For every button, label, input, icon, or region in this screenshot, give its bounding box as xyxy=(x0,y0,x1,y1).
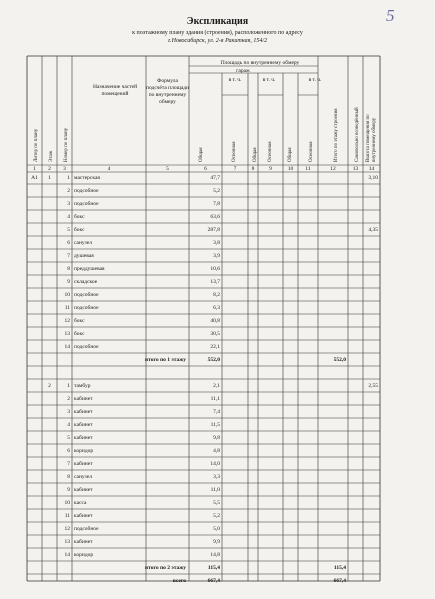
cell-room-no: 14 xyxy=(64,552,70,558)
cell-name: итого по 2 этажу xyxy=(144,565,186,571)
cell-room-no: 9 xyxy=(67,279,70,285)
cell-name: кабинет xyxy=(74,513,93,519)
cell-room-no: 14 xyxy=(64,344,70,350)
cell-height: 2,55 xyxy=(368,383,378,389)
header-formula: Формула подсчёта площади по внутреннему обмеру xyxy=(146,78,190,105)
cell-area: 3,3 xyxy=(213,474,220,480)
cell-area: 10,6 xyxy=(210,266,220,272)
header-main-1: Основная xyxy=(232,141,237,162)
cell-room-no: 4 xyxy=(67,422,70,428)
cell-area: 8,2 xyxy=(213,292,220,298)
cell-name: коридор xyxy=(74,448,94,454)
column-number: 5 xyxy=(166,166,169,172)
cell-area: 2,1 xyxy=(213,383,220,389)
header-main-2: Основная xyxy=(268,141,273,162)
header-total-3: Общая xyxy=(288,147,293,162)
cell-name: коридор xyxy=(74,552,94,558)
header-v-tch-1: в т. ч. xyxy=(228,77,242,83)
header-garage: гараж xyxy=(236,68,250,74)
cell-room-no: 6 xyxy=(67,240,70,246)
cell-area: 5,0 xyxy=(213,526,220,532)
cell-area: 9,8 xyxy=(213,435,220,441)
column-number: 1 xyxy=(33,166,36,172)
page-title: Экспликация xyxy=(186,16,249,27)
column-number: 13 xyxy=(352,166,359,172)
cell-name: кабинет xyxy=(74,435,93,441)
cell-room-no: 5 xyxy=(67,435,70,441)
cell-name: бокс xyxy=(74,331,85,337)
cell-area: 63,6 xyxy=(210,214,220,220)
cell-floor: 2 xyxy=(48,383,51,389)
column-number: 4 xyxy=(107,166,111,172)
cell-area: 14,8 xyxy=(210,552,220,558)
cell-area: 7,8 xyxy=(213,201,220,207)
cell-name: бокс xyxy=(74,214,85,220)
cell-area: 3,8 xyxy=(213,240,220,246)
page-subtitle: к поэтажному плану здания (строения), расположенного по адресу xyxy=(132,30,303,36)
cell-area: 9,9 xyxy=(213,539,220,545)
cell-name: подсобное xyxy=(74,344,99,350)
cell-name: мастерская xyxy=(74,175,100,181)
header-floor-total: Итого по этажу строения xyxy=(334,108,339,162)
cell-name: подсобное xyxy=(74,201,99,207)
cell-name: кабинет xyxy=(74,487,93,493)
cell-area: 287,8 xyxy=(207,227,220,233)
header-liter: Литер по плану xyxy=(34,128,39,162)
cell-height: 3,10 xyxy=(368,175,378,181)
cell-room-no: 8 xyxy=(67,474,70,480)
cell-room-no: 10 xyxy=(64,292,70,298)
cell-room-no: 1 xyxy=(67,383,70,389)
cell-name: санузел xyxy=(74,474,93,480)
column-number: 6 xyxy=(204,166,207,172)
column-number: 7 xyxy=(233,166,237,172)
cell-room-no: 10 xyxy=(64,500,70,506)
header-main-3: Основная xyxy=(309,141,314,162)
header-purpose: Назначение частей помещений xyxy=(92,84,138,97)
cell-name: складское xyxy=(74,279,98,285)
cell-room-no: 12 xyxy=(64,318,70,324)
cell-area: 11,1 xyxy=(210,396,220,402)
cell-area: 30,5 xyxy=(210,331,220,337)
cell-area: 11,5 xyxy=(210,422,220,428)
header-total-garage: Общая xyxy=(199,147,204,162)
cell-area: 5,2 xyxy=(213,513,220,519)
cell-height: 4,35 xyxy=(368,227,378,233)
cell-area: 552,0 xyxy=(207,357,220,363)
cell-area: 667,4 xyxy=(207,578,220,584)
cell-area: 7,4 xyxy=(213,409,220,415)
header-area-group: Площадь по внутреннему обмеру xyxy=(220,60,300,66)
header-v-tch-2: в т. ч. xyxy=(262,77,276,83)
cell-name: подсобное xyxy=(74,526,99,532)
cell-name: итого по 1 этажу xyxy=(144,357,186,363)
cell-area: 6,3 xyxy=(213,305,220,311)
column-number: 2 xyxy=(48,166,51,172)
cell-room-no: 9 xyxy=(67,487,70,493)
cell-name: подсобное xyxy=(74,305,99,311)
cell-name: бокс xyxy=(74,318,85,324)
cell-area: 47,7 xyxy=(210,175,220,181)
cell-area: 13,7 xyxy=(210,279,220,285)
cell-room-no: 13 xyxy=(64,331,70,337)
cell-room-no: 6 xyxy=(67,448,70,454)
cell-area: 115,4 xyxy=(207,565,220,571)
cell-name: кабинет xyxy=(74,396,93,402)
cell-name: кабинет xyxy=(74,409,93,415)
cell-area: 11,0 xyxy=(210,487,220,493)
column-number: 12 xyxy=(330,166,336,172)
cell-name: подсобное xyxy=(74,292,99,298)
cell-floor: 1 xyxy=(48,175,51,181)
cell-area: 14,0 xyxy=(210,461,220,467)
column-number: 9 xyxy=(269,166,272,172)
cell-name: преддушевая xyxy=(74,266,105,272)
cell-room-no: 3 xyxy=(67,409,70,415)
cell-room-no: 5 xyxy=(67,227,70,233)
cell-name: санузел xyxy=(74,240,93,246)
header-room-no: Номер по плану xyxy=(64,127,69,162)
cell-name: душевая xyxy=(74,253,94,259)
cell-name: бокс xyxy=(74,227,85,233)
header-v-tch-3: в т. ч. xyxy=(308,77,322,83)
cell-room-no: 7 xyxy=(67,461,70,467)
cell-name: касса xyxy=(74,500,87,506)
cell-area: 40,8 xyxy=(210,318,220,324)
column-number: 11 xyxy=(305,166,311,172)
column-number: 10 xyxy=(287,166,294,172)
column-number: 14 xyxy=(368,166,375,172)
cell-name: всего xyxy=(172,578,186,584)
cell-name: кабинет xyxy=(74,461,93,467)
cell-floor-total: 667,4 xyxy=(333,578,346,584)
cell-room-no: 11 xyxy=(64,305,70,311)
header-total-2: Общая xyxy=(253,147,258,162)
cell-name: подсобное xyxy=(74,188,99,194)
cell-name: тамбур xyxy=(74,383,91,389)
cell-room-no: 2 xyxy=(67,188,70,194)
header-unauthorized: Самовольно возведённый xyxy=(355,107,360,162)
column-number: 8 xyxy=(251,166,255,172)
header-height: Высота помещения по внутреннему обмеру xyxy=(366,114,377,162)
cell-room-no: 4 xyxy=(67,214,70,220)
cell-room-no: 7 xyxy=(67,253,70,259)
cell-room-no: 13 xyxy=(64,539,70,545)
cell-floor-total: 552,0 xyxy=(333,357,346,363)
header-floor: Этаж xyxy=(49,150,54,162)
cell-room-no: 12 xyxy=(64,526,70,532)
page-number: 5 xyxy=(386,6,395,25)
cell-area: 3,9 xyxy=(213,253,220,259)
cell-area: 22,1 xyxy=(210,344,220,350)
column-number: 3 xyxy=(63,166,66,172)
cell-floor-total: 115,4 xyxy=(333,565,346,571)
cell-room-no: 8 xyxy=(67,266,70,272)
cell-room-no: 1 xyxy=(67,175,70,181)
cell-room-no: 11 xyxy=(64,513,70,519)
cell-area: 5,2 xyxy=(213,188,220,194)
cell-room-no: 3 xyxy=(67,201,70,207)
cell-room-no: 2 xyxy=(67,396,70,402)
cell-name: кабинет xyxy=(74,422,93,428)
cell-area: 5,5 xyxy=(213,500,220,506)
address: г.Новосибирск, ул. 2-я Ракитная, 154/2 xyxy=(167,38,268,44)
cell-name: кабинет xyxy=(74,539,93,545)
cell-area: 4,8 xyxy=(213,448,220,454)
cell-liter: А1 xyxy=(31,175,38,181)
